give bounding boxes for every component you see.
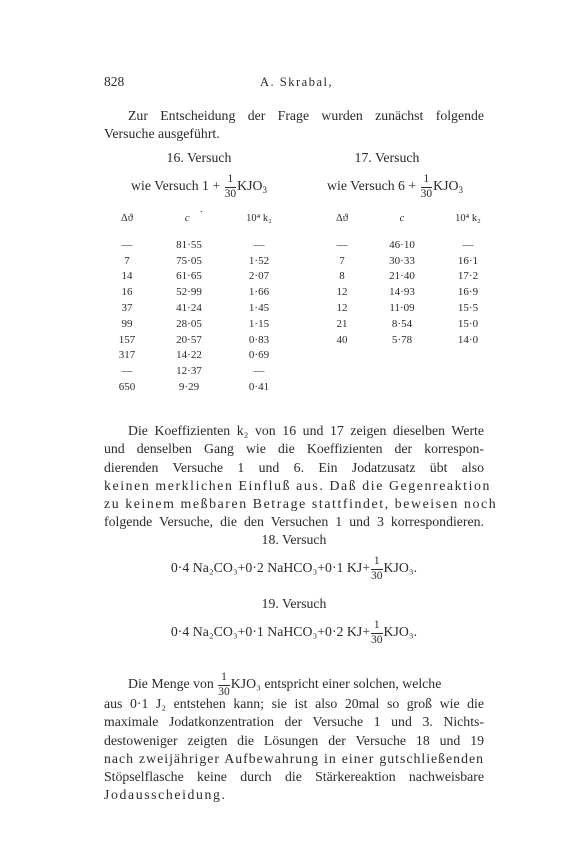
k2-cell: — bbox=[253, 238, 265, 251]
fraction bbox=[371, 556, 383, 582]
conclusion-paragraph bbox=[104, 695, 484, 805]
table-row bbox=[108, 348, 286, 364]
fraction-numerator: 1 bbox=[421, 174, 433, 188]
table-row bbox=[108, 379, 286, 395]
fraction-numerator: 1 bbox=[371, 620, 383, 634]
fraction-numerator: 1 bbox=[225, 174, 237, 188]
table-row bbox=[108, 237, 286, 253]
concentration-cell: 9·29 bbox=[178, 381, 200, 394]
delta-theta-cell: — bbox=[121, 238, 133, 251]
concentration-cell: 75·05 bbox=[176, 254, 202, 267]
fraction-denominator: 30 bbox=[224, 187, 237, 200]
table-header-row bbox=[108, 213, 286, 237]
table-row bbox=[322, 284, 494, 300]
paragraph-line: dierenden Versuche 1 und 6. Ein Jodatzusatz übt also bbox=[104, 459, 484, 475]
delta-theta-cell: 99 bbox=[121, 317, 133, 330]
delta-theta-cell: 7 bbox=[124, 254, 130, 267]
concentration-cell: 61·65 bbox=[176, 270, 202, 283]
delta-theta-cell: 12 bbox=[336, 302, 348, 315]
fraction-numerator: 1 bbox=[371, 556, 383, 570]
delta-theta-cell: — bbox=[336, 238, 348, 251]
k2-cell: — bbox=[253, 365, 265, 378]
paragraph-line: destoweniger zeigten die Lösungen der Versuche 18 und 19 bbox=[104, 732, 484, 748]
reagent: KJO bbox=[237, 178, 263, 194]
concentration-cell: 14·93 bbox=[389, 286, 415, 299]
delta-theta-cell: 40 bbox=[336, 333, 348, 346]
intro-paragraph bbox=[104, 107, 484, 144]
delta-theta-cell: 21 bbox=[336, 317, 348, 330]
fraction-denominator: 30 bbox=[218, 685, 230, 698]
k2-cell: 1·15 bbox=[248, 317, 270, 330]
column-header: Δϑ bbox=[121, 213, 133, 224]
formula-text: 0·4 Na₂CO₃+0·1 NaHCO₃+0·2 KJ+ bbox=[170, 624, 371, 640]
table-row bbox=[322, 253, 494, 269]
reagent-subscript: 3 bbox=[458, 185, 463, 196]
column-header: Δϑ bbox=[336, 213, 348, 224]
concentration-cell: 28·05 bbox=[176, 317, 202, 330]
column-header: 10⁴ k₂ bbox=[455, 213, 481, 224]
k2-cell: — bbox=[462, 238, 474, 251]
experiment-17-condition bbox=[300, 174, 490, 200]
table-row bbox=[108, 284, 286, 300]
k2-cell: 1·66 bbox=[248, 286, 270, 299]
k2-cell: 16·1 bbox=[457, 254, 479, 267]
experiment-16-condition bbox=[104, 174, 294, 200]
concentration-cell: 8·54 bbox=[391, 317, 413, 330]
k2-cell: 15·0 bbox=[457, 317, 479, 330]
k2-cell: 0·83 bbox=[248, 333, 270, 346]
paragraph-text: Die Menge von bbox=[128, 676, 214, 692]
column-header-text: c bbox=[399, 213, 405, 224]
table-row bbox=[322, 237, 494, 253]
intro-line: Zur Entscheidung der Frage wurden zunächst folgende bbox=[128, 108, 484, 123]
table-row bbox=[108, 316, 286, 332]
column-header: 10⁴ k₂ bbox=[246, 213, 272, 224]
concentration-cell: 81·55 bbox=[176, 238, 202, 251]
experiment-16-title: 16. Versuch bbox=[166, 150, 232, 165]
table-row bbox=[108, 332, 286, 348]
formula-tail: KJO₃. bbox=[383, 624, 418, 640]
table-row bbox=[108, 300, 286, 316]
fraction-denominator: 30 bbox=[420, 187, 433, 200]
k2-cell: 17·2 bbox=[457, 270, 479, 283]
paragraph-line: Jodausscheidung. bbox=[104, 787, 227, 803]
table-row bbox=[322, 332, 494, 348]
condition-text: wie Versuch 1 + bbox=[131, 178, 221, 194]
delta-theta-cell: 37 bbox=[121, 302, 133, 315]
table-header-row bbox=[322, 213, 494, 237]
concentration-cell: 5·78 bbox=[391, 333, 413, 346]
delta-theta-cell: — bbox=[121, 365, 133, 378]
intro-line: Versuche ausgeführt. bbox=[104, 126, 220, 142]
fraction bbox=[421, 174, 433, 200]
k2-cell: 2·07 bbox=[248, 270, 270, 283]
fraction bbox=[225, 174, 237, 200]
table-row bbox=[108, 253, 286, 269]
concentration-cell: 52·99 bbox=[176, 286, 202, 299]
concentration-cell: 20·57 bbox=[176, 333, 202, 346]
k2-cell: 1·45 bbox=[248, 302, 270, 315]
fraction bbox=[371, 620, 383, 646]
paragraph-line: Stöpselflasche keine durch die Stärkereaktion nachweisbare bbox=[104, 769, 484, 785]
column-header-text: c bbox=[184, 213, 190, 224]
fraction-denominator: 30 bbox=[371, 569, 383, 582]
delta-theta-cell: 16 bbox=[121, 286, 133, 299]
table-mark: ˙ bbox=[199, 210, 204, 221]
delta-theta-cell: 317 bbox=[118, 349, 136, 362]
paragraph-line: nach zweijähriger Aufbewahrung in einer gutschließenden bbox=[104, 750, 484, 766]
condition-text: wie Versuch 6 + bbox=[327, 178, 417, 194]
delta-theta-cell: 8 bbox=[339, 270, 345, 283]
column-header bbox=[146, 210, 232, 237]
reagent: KJO bbox=[433, 178, 459, 194]
k2-cell: 15·5 bbox=[457, 302, 479, 315]
paragraph-line: zu keinem meßbaren Betrage stattfindet, beweisen noch bbox=[104, 496, 498, 512]
paragraph-line: Die Koeffizienten k₂ von 16 und 17 zeigen dieselben Werte bbox=[128, 423, 484, 438]
paragraph-line: folgende Versuche, die den Versuchen 1 und 3 korrespondieren. bbox=[104, 514, 484, 530]
delta-theta-cell: 157 bbox=[118, 333, 136, 346]
fraction-denominator: 30 bbox=[371, 633, 383, 646]
k2-cell: 16·9 bbox=[457, 286, 479, 299]
experiment-17-table bbox=[322, 213, 494, 348]
table-row bbox=[108, 269, 286, 285]
concentration-cell: 46·10 bbox=[389, 238, 415, 251]
formula-tail: KJO₃. bbox=[383, 560, 418, 576]
experiment-19-title: 19. Versuch bbox=[261, 596, 327, 611]
k2-cell: 14·0 bbox=[457, 333, 479, 346]
k2-cell: 0·69 bbox=[248, 349, 270, 362]
paragraph-line: aus 0·1 J₂ entstehen kann; sie ist also 20mal so groß wie die bbox=[104, 696, 484, 711]
delta-theta-cell: 650 bbox=[118, 381, 136, 394]
paragraph-line: maximale Jodatkonzentration der Versuche 1 und 3. Nichts- bbox=[104, 714, 484, 730]
concentration-cell: 11·09 bbox=[389, 302, 415, 315]
experiment-16-table bbox=[108, 210, 286, 395]
fraction-numerator: 1 bbox=[218, 672, 230, 686]
concentration-cell: 30·33 bbox=[389, 254, 415, 267]
experiment-18-formula bbox=[104, 556, 484, 582]
concentration-cell: 41·24 bbox=[176, 302, 202, 315]
concentration-cell: 14·22 bbox=[176, 349, 202, 362]
column-header bbox=[362, 213, 442, 237]
paragraph-text: KJO₃ entspricht einer solchen, welche bbox=[230, 676, 442, 692]
table-row bbox=[322, 269, 494, 285]
experiment-19-formula bbox=[104, 620, 484, 646]
delta-theta-cell: 14 bbox=[121, 270, 133, 283]
paragraph-line: keinen merklichen Einfluß aus. Daß die Gegenreaktion bbox=[104, 477, 492, 493]
experiment-18-title: 18. Versuch bbox=[261, 532, 327, 547]
formula-text: 0·4 Na₂CO₃+0·2 NaHCO₃+0·1 KJ+ bbox=[170, 560, 371, 576]
discussion-paragraph bbox=[104, 422, 498, 532]
table-row bbox=[108, 363, 286, 379]
delta-theta-cell: 7 bbox=[339, 254, 345, 267]
table-row bbox=[322, 316, 494, 332]
running-head: A. Skrabal, bbox=[260, 75, 334, 89]
page-number: 828 bbox=[104, 74, 125, 89]
reagent-subscript: 3 bbox=[262, 185, 267, 196]
k2-cell: 1·52 bbox=[248, 254, 270, 267]
concentration-cell: 21·40 bbox=[389, 270, 415, 283]
concentration-cell: 12·37 bbox=[176, 365, 202, 378]
delta-theta-cell: 12 bbox=[336, 286, 348, 299]
k2-cell: 0·41 bbox=[248, 381, 270, 394]
experiment-17-title: 17. Versuch bbox=[354, 150, 420, 165]
paragraph-line: und denselben Gang wie die Koeffizienten der korrespon- bbox=[104, 441, 484, 457]
table-row bbox=[322, 300, 494, 316]
